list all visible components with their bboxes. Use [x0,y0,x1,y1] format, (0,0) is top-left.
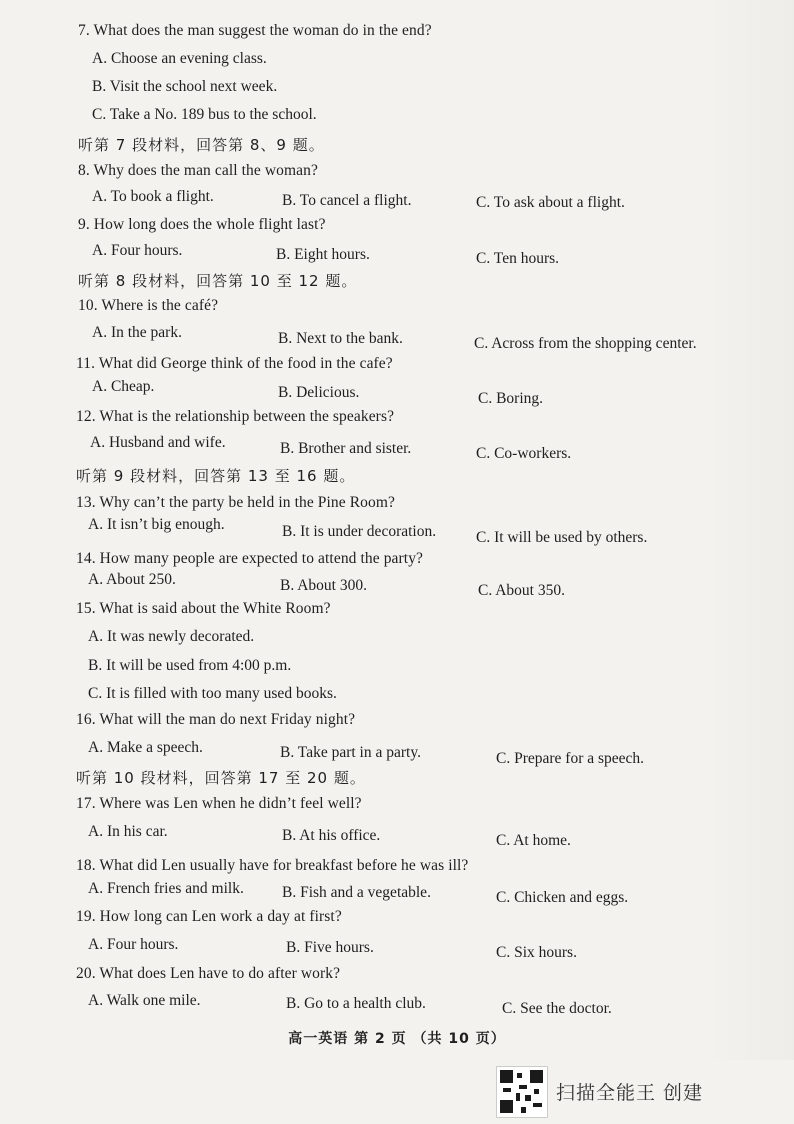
section-heading-8: 听第 8 段材料，回答第 10 至 12 题。 [78,272,358,290]
question-9-option-b: B. Eight hours. [276,246,370,263]
question-8-stem: 8. Why does the man call the woman? [78,162,318,179]
question-18-option-a: A. French fries and milk. [88,880,244,897]
question-13-option-c: C. It will be used by others. [476,529,648,546]
question-20-option-a: A. Walk one mile. [88,992,201,1009]
question-10-option-a: A. In the park. [92,324,182,341]
question-18-stem: 18. What did Len usually have for breakfast before he was ill? [76,857,469,874]
question-17-option-a: A. In his car. [88,823,168,840]
question-12-stem: 12. What is the relationship between the speakers? [76,408,395,425]
question-13-stem: 13. Why can’t the party be held in the Pine Room? [76,494,395,511]
question-7-stem: 7. What does the man suggest the woman do in the end? [78,22,432,39]
question-17-stem: 17. Where was Len when he didn’t feel well? [76,795,362,812]
question-19-stem: 19. How long can Len work a day at first? [76,908,342,925]
question-14-stem: 14. How many people are expected to attend the party? [76,550,424,567]
question-15-option-c: C. It is filled with too many used books. [88,685,337,702]
question-10-option-b: B. Next to the bank. [278,330,403,347]
question-17-option-b: B. At his office. [282,827,381,844]
question-18-option-b: B. Fish and a vegetable. [282,884,431,901]
question-19-option-c: C. Six hours. [496,944,577,961]
question-16-option-b: B. Take part in a party. [280,744,421,761]
question-7-option-c: C. Take a No. 189 bus to the school. [92,106,317,123]
question-7-option-b: B. Visit the school next week. [92,78,278,95]
question-14-option-a: A. About 250. [88,571,176,588]
question-12-option-c: C. Co-workers. [476,445,572,462]
question-11-option-c: C. Boring. [478,390,544,407]
question-13-option-b: B. It is under decoration. [282,523,437,540]
question-9-stem: 9. How long does the whole flight last? [78,216,326,233]
question-17-option-c: C. At home. [496,832,571,849]
question-10-option-c: C. Across from the shopping center. [474,335,697,352]
question-12-option-a: A. Husband and wife. [90,434,226,451]
question-10-stem: 10. Where is the café? [78,297,219,314]
question-16-stem: 16. What will the man do next Friday night? [76,711,356,728]
scanner-watermark-label: 扫描全能王 创建 [556,1082,704,1104]
page-shadow [704,0,794,1060]
question-20-option-c: C. See the doctor. [502,1000,612,1017]
question-8-option-c: C. To ask about a flight. [476,194,625,211]
question-15-stem: 15. What is said about the White Room? [76,600,331,617]
question-19-option-b: B. Five hours. [286,939,374,956]
question-9-option-a: A. Four hours. [92,242,183,259]
question-7-option-a: A. Choose an evening class. [92,50,267,67]
question-11-stem: 11. What did George think of the food in the cafe? [76,355,393,372]
section-heading-7: 听第 7 段材料，回答第 8、9 题。 [78,136,325,154]
question-15-option-b: B. It will be used from 4:00 p.m. [88,657,292,674]
section-heading-10: 听第 10 段材料，回答第 17 至 20 题。 [76,769,366,787]
section-heading-9: 听第 9 段材料，回答第 13 至 16 题。 [76,467,356,485]
question-12-option-b: B. Brother and sister. [280,440,412,457]
question-11-option-b: B. Delicious. [278,384,360,401]
qr-code-icon [496,1066,548,1118]
question-9-option-c: C. Ten hours. [476,250,560,267]
page-footer: 高一英语 第 2 页 （共 10 页） [288,1031,506,1047]
question-20-stem: 20. What does Len have to do after work? [76,965,341,982]
question-20-option-b: B. Go to a health club. [286,995,426,1012]
question-15-option-a: A. It was newly decorated. [88,628,255,645]
question-14-option-c: C. About 350. [478,582,565,599]
question-11-option-a: A. Cheap. [92,378,155,395]
question-13-option-a: A. It isn’t big enough. [88,516,225,533]
question-18-option-c: C. Chicken and eggs. [496,889,629,906]
question-19-option-a: A. Four hours. [88,936,179,953]
question-8-option-a: A. To book a flight. [92,188,214,205]
question-16-option-a: A. Make a speech. [88,739,203,756]
question-14-option-b: B. About 300. [280,577,367,594]
question-8-option-b: B. To cancel a flight. [282,192,412,209]
question-16-option-c: C. Prepare for a speech. [496,750,645,767]
